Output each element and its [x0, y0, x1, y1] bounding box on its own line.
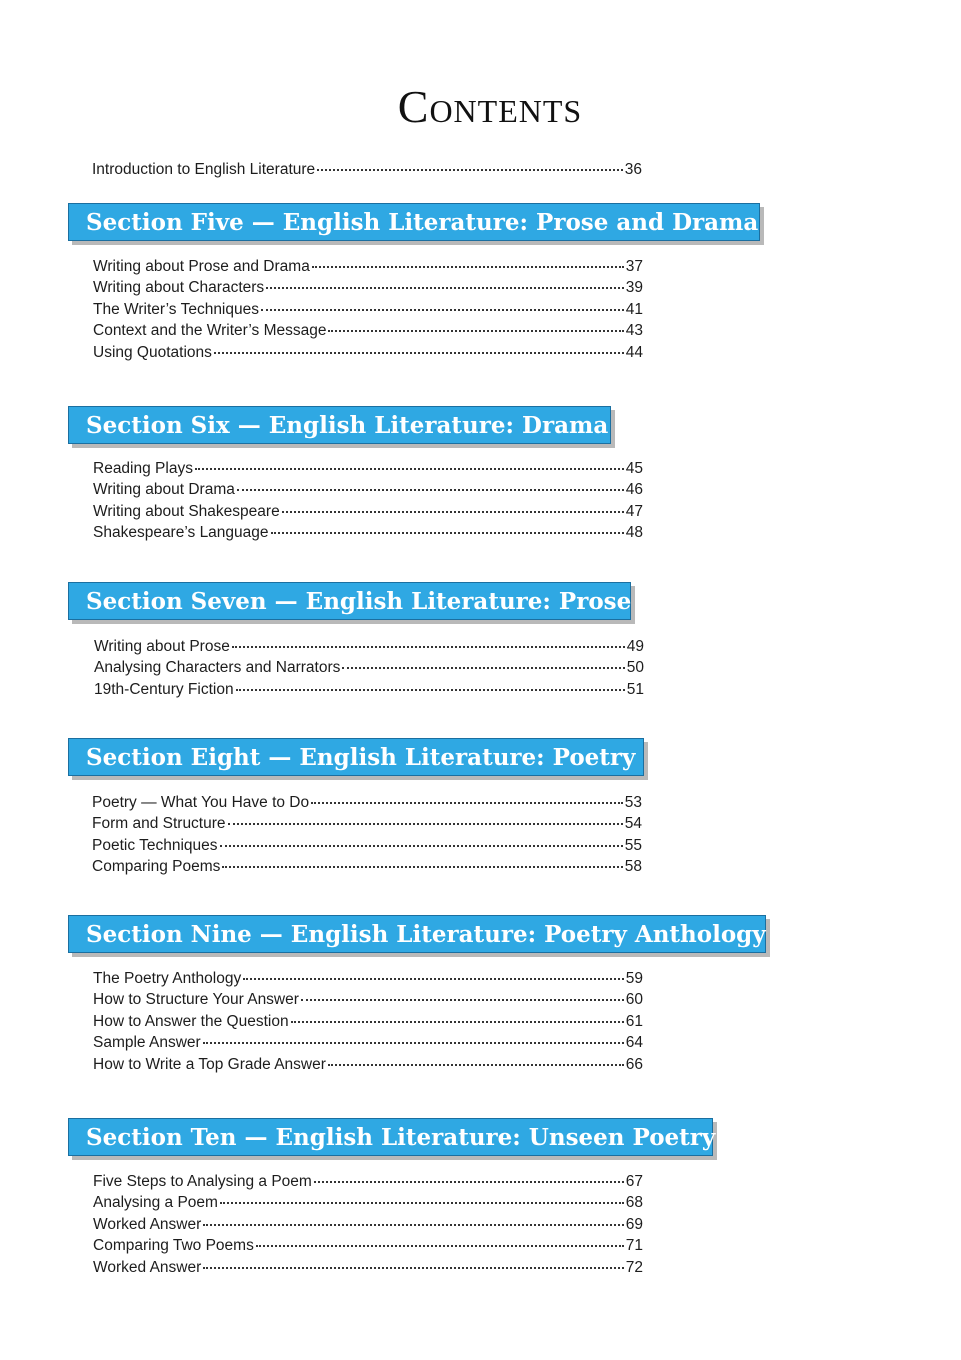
toc-leader-dots [203, 1028, 624, 1044]
toc-entry-page: 61 [625, 1012, 643, 1030]
toc-entry-page: 69 [625, 1215, 643, 1233]
toc-entry-page: 36 [624, 161, 642, 178]
section-eight-entries [92, 791, 642, 877]
toc-entry-label: Writing about Characters [93, 279, 265, 297]
toc-entry-page: 64 [625, 1034, 643, 1052]
section-seven-entries [94, 635, 644, 699]
toc-leader-dots [291, 1007, 624, 1023]
toc-entry-page: 44 [625, 343, 643, 361]
toc-entry-page: 71 [625, 1237, 643, 1255]
section-seven-banner: Section Seven — English Literature: Prose [68, 582, 631, 620]
toc-entry-page: 66 [625, 1055, 643, 1073]
toc-entry-page: 54 [624, 815, 642, 833]
toc-entry-page: 43 [625, 322, 643, 340]
toc-entry-label: Sample Answer [93, 1034, 201, 1052]
toc-entry-label: 19th-Century Fiction [94, 680, 234, 698]
toc-leader-dots [256, 1231, 624, 1247]
section-nine-banner: Section Nine — English Literature: Poetry Anthology [68, 915, 766, 953]
toc-entry-label: Writing about Prose [94, 638, 230, 655]
toc-entry-label: Analysing a Poem [93, 1194, 218, 1212]
toc-entry-label: Poetic Techniques [92, 836, 218, 854]
toc-entry[interactable] [94, 678, 644, 699]
toc-entry-intro[interactable] [92, 158, 642, 179]
toc-entry-label: Shakespeare’s Language [93, 524, 269, 542]
toc-leader-dots [220, 1188, 624, 1204]
toc-entry-page: 37 [625, 258, 643, 275]
toc-entry-label: Comparing Two Poems [93, 1237, 254, 1255]
toc-entry-label: Worked Answer [93, 1215, 202, 1233]
page-title: Contents [397, 81, 583, 132]
toc-entry[interactable] [93, 1053, 643, 1074]
toc-entry-page: 50 [626, 659, 644, 677]
section-nine-entries [93, 967, 643, 1074]
toc-entry-label: How to Answer the Question [93, 1012, 289, 1030]
toc-entry-label: Writing about Shakespeare [93, 502, 280, 520]
toc-leader-dots [282, 497, 624, 513]
section-five-banner: Section Five — English Literature: Prose and Drama [68, 203, 760, 241]
toc-leader-dots [220, 831, 623, 847]
toc-entry-label: The Writer’s Techniques [93, 300, 259, 318]
section-six-entries [93, 457, 643, 543]
section-eight-banner: Section Eight — English Literature: Poetry [68, 738, 644, 776]
toc-entry-label: Worked Answer [93, 1258, 202, 1276]
toc-leader-dots [328, 1050, 624, 1066]
toc-entry-page: 39 [625, 279, 643, 297]
toc-leader-dots [203, 1253, 623, 1269]
toc-leader-dots [312, 252, 624, 268]
toc-entry-page: 47 [625, 502, 643, 520]
toc-entry-page: 55 [624, 836, 642, 854]
toc-entry-label: The Poetry Anthology [93, 970, 242, 987]
toc-entry-label: Poetry — What You Have to Do [92, 794, 310, 811]
toc-entry-label: Using Quotations [93, 343, 212, 361]
toc-entry[interactable] [92, 855, 642, 876]
toc-leader-dots [311, 788, 623, 804]
toc-entry[interactable] [93, 1256, 643, 1277]
toc-entry-label: Five Steps to Analysing a Poem [93, 1173, 312, 1190]
toc-leader-dots [317, 155, 623, 171]
toc-entry-page: 46 [625, 481, 643, 499]
toc-entry-label: Reading Plays [93, 460, 193, 477]
toc-entry-page: 68 [625, 1194, 643, 1212]
toc-leader-dots [228, 809, 623, 825]
intro-entries [92, 158, 642, 179]
toc-entry-label: How to Write a Top Grade Answer [93, 1055, 326, 1073]
toc-entry-page: 45 [625, 460, 643, 477]
toc-leader-dots [342, 653, 624, 669]
toc-leader-dots [195, 454, 624, 470]
toc-entry[interactable] [93, 341, 643, 362]
toc-entry-page: 72 [625, 1258, 643, 1276]
toc-entry-page: 48 [625, 524, 643, 542]
toc-leader-dots [328, 316, 623, 332]
toc-entry-page: 49 [626, 638, 644, 655]
section-ten-entries [93, 1170, 643, 1277]
toc-entry-page: 59 [625, 970, 643, 987]
section-ten-banner: Section Ten — English Literature: Unseen Poetry [68, 1118, 713, 1156]
toc-leader-dots [314, 1167, 624, 1183]
toc-entry-label: How to Structure Your Answer [93, 991, 299, 1009]
toc-entry[interactable] [93, 521, 643, 542]
toc-leader-dots [236, 675, 625, 691]
toc-entry-label: Introduction to English Literature [92, 161, 316, 178]
toc-entry-label: Writing about Prose and Drama [93, 258, 310, 275]
toc-entry-page: 53 [624, 794, 642, 811]
toc-entry-label: Analysing Characters and Narrators [94, 659, 341, 677]
toc-entry-label: Context and the Writer’s Message [93, 322, 327, 340]
toc-entry-page: 41 [625, 300, 643, 318]
toc-entry-page: 67 [625, 1173, 643, 1190]
toc-entry-page: 60 [625, 991, 643, 1009]
toc-leader-dots [243, 964, 624, 980]
toc-entry-label: Writing about Drama [93, 481, 235, 499]
toc-leader-dots [203, 1210, 623, 1226]
toc-leader-dots [222, 852, 622, 868]
toc-leader-dots [214, 338, 624, 354]
toc-leader-dots [271, 518, 624, 534]
toc-leader-dots [232, 632, 625, 648]
toc-entry-label: Form and Structure [92, 815, 226, 833]
toc-entry-label: Comparing Poems [92, 858, 221, 876]
toc-leader-dots [266, 273, 624, 289]
section-five-entries [93, 255, 643, 362]
toc-entry-page: 58 [624, 858, 642, 876]
toc-entry-page: 51 [626, 680, 644, 698]
toc-leader-dots [261, 295, 624, 311]
section-six-banner: Section Six — English Literature: Drama [68, 406, 611, 444]
toc-leader-dots [301, 985, 624, 1001]
toc-leader-dots [237, 475, 624, 491]
